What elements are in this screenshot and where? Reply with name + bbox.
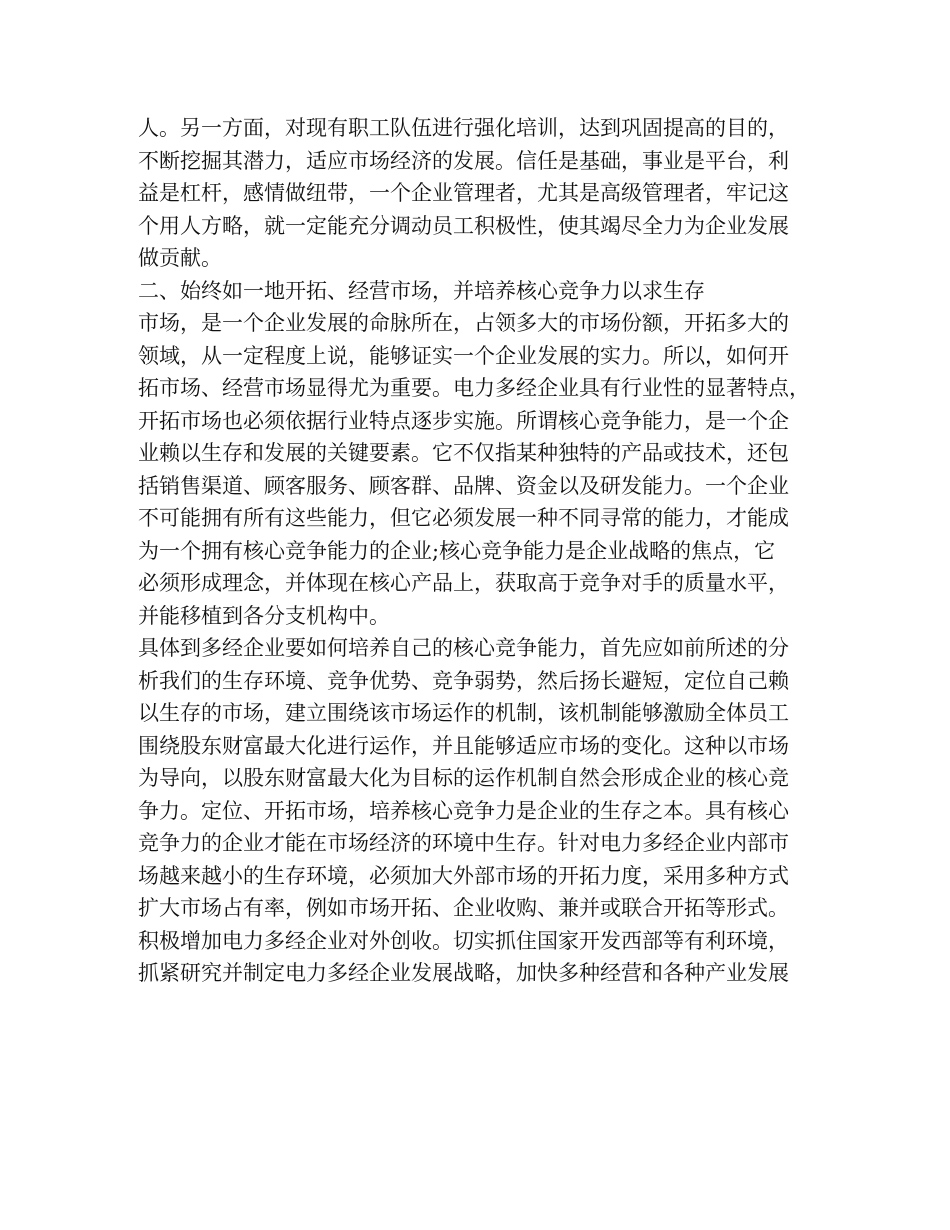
text-line: 个用人方略，就一定能充分调动员工积极性，使其竭尽全力为企业发展 — [138, 213, 789, 238]
text-line: 为一个拥有核心竞争能力的企业;核心竞争能力是企业战略的焦点，它 — [138, 538, 776, 563]
document-body — [138, 112, 828, 990]
section-heading: 二、始终如一地开拓、经营市场，并培养核心竞争力以求生存 — [138, 278, 705, 303]
text-line: 做贡献。 — [138, 246, 222, 270]
text-line: 并能移植到各分支机构中。 — [138, 603, 390, 628]
text-line: 不可能拥有所有这些能力，但它必须发展一种不同寻常的能力，才能成 — [138, 506, 789, 530]
text-line: 围绕股东财富最大化进行运作，并且能够适应市场的变化。这种以市场 — [138, 733, 789, 758]
text-line: 场越来越小的生存环境，必须加大外部市场的开拓力度，采用多种方式 — [138, 863, 789, 888]
text-line: 业赖以生存和发展的关键要素。它不仅指某种独特的产品或技术，还包 — [138, 441, 789, 465]
text-line: 竞争力的企业才能在市场经济的环境中生存。针对电力多经企业内部市 — [138, 831, 789, 855]
text-line: 益是杠杆，感情做纽带，一个企业管理者，尤其是高级管理者，牢记这 — [138, 181, 789, 205]
text-line: 市场，是一个企业发展的命脉所在，占领多大的市场份额，开拓多大的 — [138, 311, 789, 335]
text-line: 不断挖掘其潜力，适应市场经济的发展。信任是基础，事业是平台，利 — [138, 148, 789, 173]
text-line: 积极增加电力多经企业对外创收。切实抓住国家开发西部等有利环境， — [138, 928, 789, 953]
text-line: 扩大市场占有率，例如市场开拓、企业收购、兼并或联合开拓等形式。 — [138, 896, 789, 920]
text-line: 领域，从一定程度上说，能够证实一个企业发展的实力。所以，如何开 — [138, 343, 789, 368]
text-line: 括销售渠道、顾客服务、顾客群、品牌、资金以及研发能力。一个企业 — [138, 473, 789, 498]
text-line: 析我们的生存环境、竞争优势、竞争弱势，然后扬长避短，定位自己赖 — [138, 668, 789, 693]
text-line: 具体到多经企业要如何培养自己的核心竞争能力，首先应如前所述的分 — [138, 636, 789, 660]
text-line: 为导向，以股东财富最大化为目标的运作机制自然会形成企业的核心竞 — [138, 766, 789, 790]
text-line: 必须形成理念，并体现在核心产品上，获取高于竞争对手的质量水平， — [138, 571, 789, 595]
text-line: 争力。定位、开拓市场，培养核心竞争力是企业的生存之本。具有核心 — [138, 798, 789, 823]
text-line: 人。另一方面，对现有职工队伍进行强化培训，达到巩固提高的目的， — [138, 116, 789, 140]
text-line: 拓市场、经营市场显得尤为重要。电力多经企业具有行业性的显著特点， — [138, 376, 810, 400]
text-line: 以生存的市场，建立围绕该市场运作的机制，该机制能够激励全体员工 — [138, 701, 789, 725]
text-line: 开拓市场也必须依据行业特点逐步实施。所谓核心竞争能力，是一个企 — [138, 408, 789, 433]
text-line: 抓紧研究并制定电力多经企业发展战略，加快多种经营和各种产业发展 — [138, 961, 789, 985]
